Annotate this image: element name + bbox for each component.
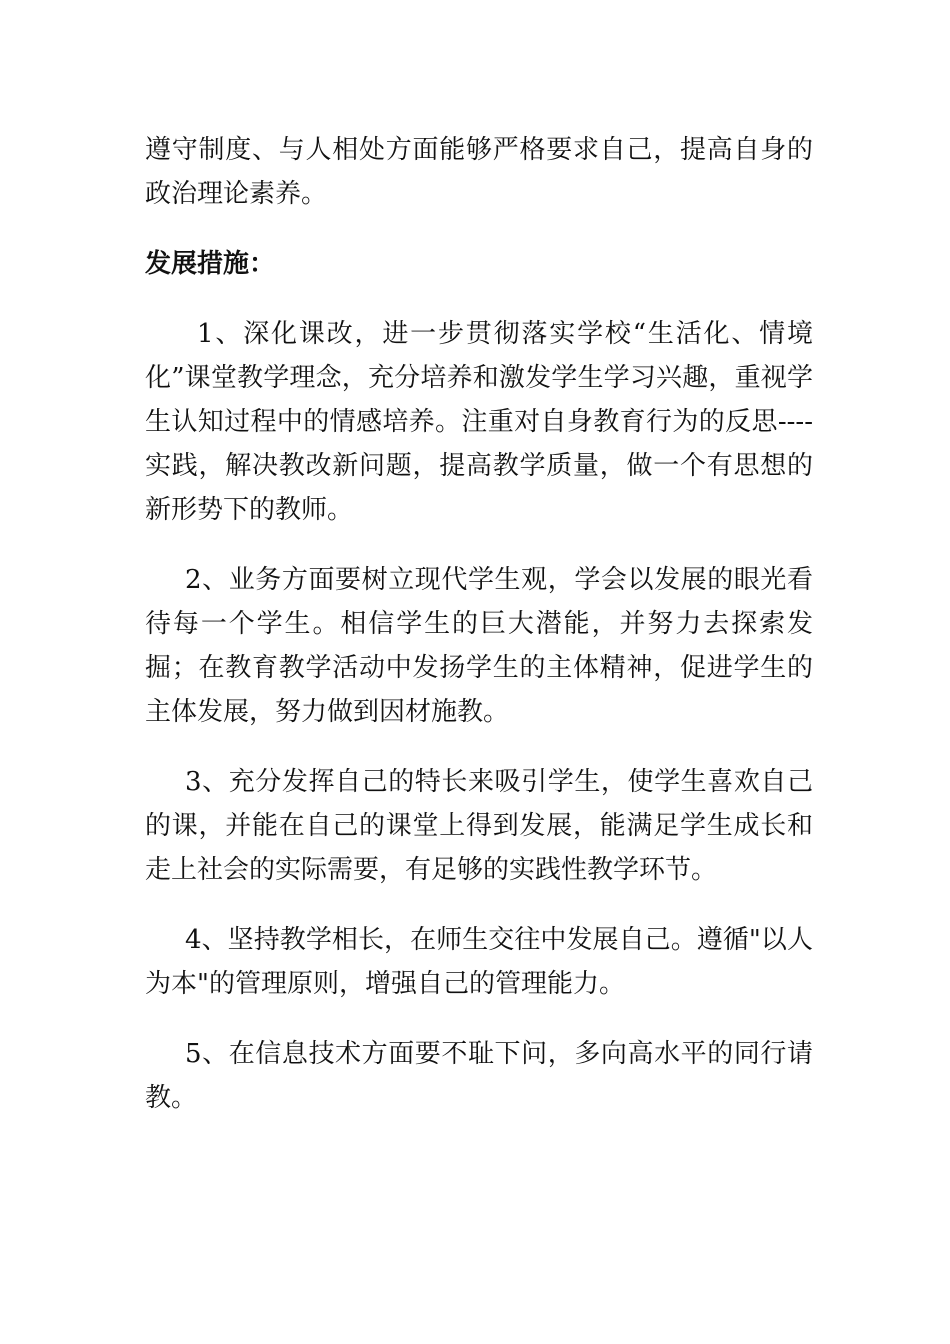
measure-paragraph-5: 5、在信息技术方面要不耻下问，多向高水平的同行请教。	[145, 1039, 813, 1113]
intro-paragraph: 遵守制度、与人相处方面能够严格要求自己，提高自身的政治理论素养。	[145, 135, 813, 209]
document-body	[145, 128, 813, 1120]
section-heading: 发展措施：	[145, 249, 276, 279]
measure-paragraph-4: 4、坚持教学相长，在师生交往中发展自己。遵循"以人为本"的管理原则，增强自己的管理能力。	[145, 925, 813, 999]
measure-paragraph-3: 3、充分发挥自己的特长来吸引学生，使学生喜欢自己的课，并能在自己的课堂上得到发展，能满足学生成长和走上社会的实际需要，有足够的实践性教学环节。	[145, 767, 813, 885]
measure-paragraph-2: 2、业务方面要树立现代学生观，学会以发展的眼光看待每一个学生。相信学生的巨大潜能，并努力去探索发掘；在教育教学活动中发扬学生的主体精神，促进学生的主体发展，努力做到因材施教。	[145, 565, 813, 727]
measure-paragraph-1: 1、深化课改，进一步贯彻落实学校“生活化、情境化”课堂教学理念，充分培养和激发学生学习兴趣，重视学生认知过程中的情感培养。注重对自身教育行为的反思----实践，解决教改新问题，提高教学质量，做一个有思想的新形势下的教师。	[145, 319, 813, 525]
